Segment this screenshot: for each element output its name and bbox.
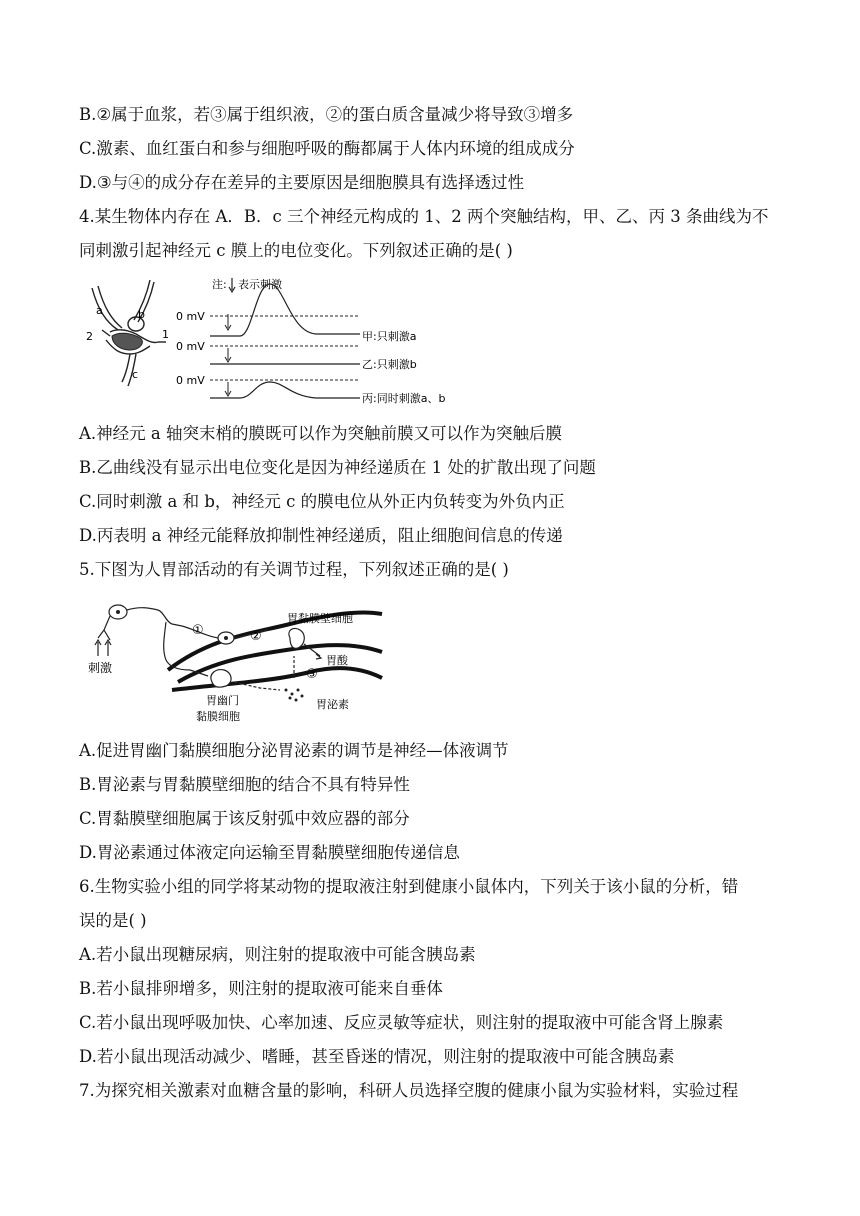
curve-bing <box>210 382 360 398</box>
q5-option-c: C.胃黏膜壁细胞属于该反射弧中效应器的部分 <box>79 809 410 828</box>
neuron-sketch <box>92 280 166 386</box>
stimulus-arrow-icon <box>95 640 111 656</box>
circle-number-3: ③ <box>306 667 318 682</box>
q4-option-c: C.同时刺激 a 和 b，神经元 c 的膜电位从外正内负转变为外负内正 <box>79 492 565 511</box>
q5-figure <box>80 598 400 726</box>
note-label: 注: <box>212 278 227 291</box>
q4-option-d: D.丙表明 a 神经元能释放抑制性神经递质，阻止细胞间信息的传递 <box>79 526 563 545</box>
label-b: b <box>138 308 145 321</box>
zero-label-1: 0 mV <box>176 310 205 323</box>
neuron-potential-diagram <box>80 270 460 410</box>
circle-number-1: ① <box>192 623 204 638</box>
parietal-cell <box>289 628 304 648</box>
circle-number-2: ② <box>250 629 262 644</box>
q3-option-c: C.激素、血红蛋白和参与细胞呼吸的酶都属于人体内环境的组成成分 <box>79 139 575 158</box>
q6-option-a: A.若小鼠出现糖尿病，则注射的提取液中可能含胰岛素 <box>79 945 476 964</box>
label-2: 2 <box>86 330 93 343</box>
q5-option-d: D.胃泌素通过体液定向运输至胃黏膜壁细胞传递信息 <box>79 843 460 862</box>
q6-option-b: B.若小鼠排卵增多，则注射的提取液可能来自垂体 <box>79 979 443 998</box>
zero-label-3: 0 mV <box>176 374 205 387</box>
q5-option-b: B.胃泌素与胃黏膜壁细胞的结合不具有特异性 <box>79 775 410 794</box>
q6-stem-line1: 6.生物实验小组的同学将某动物的提取液注射到健康小鼠体内，下列关于该小鼠的分析，错 <box>79 877 739 896</box>
q4-figure <box>80 270 460 410</box>
q3-option-d: D.③与④的成分存在差异的主要原因是细胞膜具有选择透过性 <box>79 173 525 192</box>
q6-option-c: C.若小鼠出现呼吸加快、心率加速、反应灵敏等症状，则注射的提取液中可能含肾上腺素 <box>79 1013 724 1032</box>
acid-label: 胃酸 <box>326 654 348 667</box>
q4-option-a: A.神经元 a 轴突末梢的膜既可以作为突触前膜又可以作为突触后膜 <box>79 424 562 443</box>
gastrin-label: 胃泌素 <box>316 698 349 711</box>
stimulus-arrow-icon <box>225 382 231 396</box>
label-1: 1 <box>162 328 169 341</box>
gastric-regulation-diagram <box>80 598 400 726</box>
pyloric-label-line1: 胃幽门 <box>206 694 239 707</box>
q4-stem-line2: 同刺激引起神经元 c 膜上的电位变化。下列叙述正确的是( ) <box>79 241 513 260</box>
q7-stem-line1: 7.为探究相关激素对血糖含量的影响，科研人员选择空腹的健康小鼠为实验材料，实验过程 <box>79 1081 739 1100</box>
stimulus-arrow-icon <box>225 348 231 362</box>
label-a: a <box>96 304 103 317</box>
stimulus-arrow-icon <box>229 278 235 292</box>
parietal-cell-label: 胃黏膜壁细胞 <box>287 612 353 625</box>
pyloric-cell <box>211 670 231 688</box>
pyloric-label-line2: 黏膜细胞 <box>196 710 240 723</box>
curve-label-bing: 丙:同时刺激a、b <box>362 392 446 405</box>
label-c: c <box>132 368 139 381</box>
q6-option-d: D.若小鼠出现活动减少、嗜睡，甚至昏迷的情况，则注射的提取液中可能含胰岛素 <box>79 1047 675 1066</box>
zero-label-2: 0 mV <box>176 340 205 353</box>
q6-stem-line2: 误的是( ) <box>79 911 147 930</box>
q3-option-b: B.②属于血浆，若③属于组织液，②的蛋白质含量减少将导致③增多 <box>79 105 574 124</box>
q4-option-b: B.乙曲线没有显示出电位变化是因为神经递质在 1 处的扩散出现了问题 <box>79 458 596 477</box>
gastrin-particles <box>285 689 304 702</box>
stimulus-label: 刺激 <box>88 661 113 675</box>
curve-label-jia: 甲:只刺激a <box>362 330 417 343</box>
note-tail: 表示刺激 <box>238 278 282 291</box>
q5-stem: 5.下图为人胃部活动的有关调节过程，下列叙述正确的是( ) <box>79 560 509 579</box>
curve-label-yi: 乙:只刺激b <box>362 358 417 371</box>
q4-stem-line1: 4.某生物体内存在 A．B．c 三个神经元构成的 1、2 两个突触结构，甲、乙、丙 3 条曲线为不 <box>79 207 769 226</box>
q5-option-a: A.促进胃幽门黏膜细胞分泌胃泌素的调节是神经—体液调节 <box>79 741 509 760</box>
